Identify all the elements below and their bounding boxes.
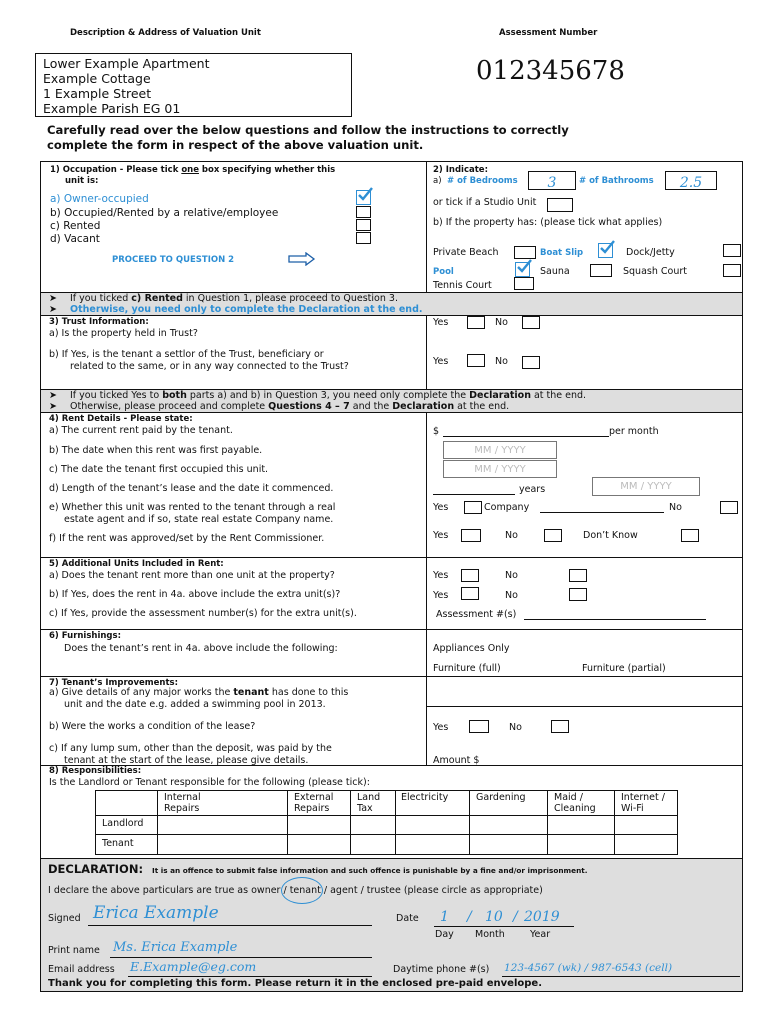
rule xyxy=(40,315,743,316)
email-value: E.Example@eg.com xyxy=(130,959,257,974)
bedrooms-label: # of Bedrooms xyxy=(447,176,518,186)
note2-bullet: ➤ xyxy=(49,390,57,401)
phone-label: Daytime phone #(s) xyxy=(393,964,490,975)
q5b-yes-checkbox[interactable] xyxy=(461,587,479,600)
q3b-yes-label: Yes xyxy=(433,356,449,367)
q7-question-a1: a) Give details of any major works the tenant has done to this xyxy=(49,687,349,698)
q2-a-prefix: a) xyxy=(433,176,442,186)
q4-title: 4) Rent Details - Please state: xyxy=(49,414,193,424)
instructions-line-1: Carefully read over the below questions and follow the instructions to correctly xyxy=(47,123,569,137)
amount-label: Amount $ xyxy=(433,755,480,766)
row-tenant: Tenant xyxy=(102,838,134,849)
address-box xyxy=(35,53,352,117)
q5a-no-label: No xyxy=(505,570,518,581)
q5a-yes-checkbox[interactable] xyxy=(461,569,479,582)
sauna-label: Sauna xyxy=(540,266,570,277)
q5a-yes-label: Yes xyxy=(433,570,449,581)
declaration-title: DECLARATION: xyxy=(48,862,144,876)
q1-title-cont: unit is: xyxy=(65,176,99,186)
commissioner-no-label: No xyxy=(505,530,518,541)
q7b-no-checkbox[interactable] xyxy=(551,720,569,733)
rule xyxy=(95,834,678,835)
q4-question-d: d) Length of the tenant’s lease and the date it commenced. xyxy=(49,483,334,494)
checkbox-vacant[interactable] xyxy=(356,232,371,244)
address-line-4: Example Parish EG 01 xyxy=(43,101,181,116)
note1-line-b: Otherwise, you need only to complete the Declaration at the end. xyxy=(70,304,423,315)
rule xyxy=(40,676,743,677)
bathrooms-field[interactable] xyxy=(665,171,717,190)
checkbox-relative[interactable] xyxy=(356,206,371,218)
q4-question-e2: estate agent and if so, state real estate Company name. xyxy=(64,514,334,525)
email-field[interactable] xyxy=(128,976,372,977)
q1-option-vacant: d) Vacant xyxy=(50,233,100,245)
proceed-to-q2: PROCEED TO QUESTION 2 xyxy=(112,255,235,265)
q7b-yes-label: Yes xyxy=(433,722,449,733)
q5-title: 5) Additional Units Included in Rent: xyxy=(49,559,224,569)
divider xyxy=(614,790,615,855)
q3-question-b1: b) If Yes, is the tenant a settlor of the Trust, beneficiary or xyxy=(49,349,324,360)
q1-option-rented: c) Rented xyxy=(50,220,101,232)
q7b-no-label: No xyxy=(509,722,522,733)
note1-bullet: ➤ xyxy=(49,304,57,315)
date-slash-2: / xyxy=(513,909,518,925)
col-external-repairs-2: Repairs xyxy=(294,803,330,814)
signature-field[interactable] xyxy=(88,925,372,926)
col-maid-cleaning-1: Maid / xyxy=(554,792,583,803)
boat-slip-checkbox[interactable] xyxy=(598,243,613,258)
boat-slip-label: Boat Slip xyxy=(540,248,584,258)
address-line-3: 1 Example Street xyxy=(43,86,152,101)
bathrooms-field: 2.5 xyxy=(679,175,703,191)
owner-circle xyxy=(281,877,323,904)
note2-line-a: If you ticked Yes to both parts a) and b) in Question 3, you need only complete the Declaration at the end. xyxy=(70,390,587,401)
pool-checkbox[interactable] xyxy=(515,262,530,277)
occupied-date-field[interactable]: MM / YYYY xyxy=(443,460,557,478)
per-month-label: per month xyxy=(609,426,659,437)
commissioner-yes-checkbox[interactable] xyxy=(461,529,481,542)
assessment-numbers-label: Assessment #(s) xyxy=(436,609,517,620)
note2-bullet: ➤ xyxy=(49,401,57,412)
dont-know-checkbox[interactable] xyxy=(681,529,699,542)
rule xyxy=(40,858,743,859)
q5b-no-checkbox[interactable] xyxy=(569,588,587,601)
col-external-repairs-1: External xyxy=(294,792,334,803)
rent-dollar-sign: $ xyxy=(433,426,440,437)
phone-field[interactable] xyxy=(502,976,740,977)
col-gardening: Gardening xyxy=(476,792,526,803)
year-label: Year xyxy=(530,929,551,940)
tennis-court-checkbox[interactable] xyxy=(514,277,534,290)
col-internal-repairs-1: Internal xyxy=(164,792,201,803)
check-mark-icon xyxy=(356,185,374,203)
q8-subtitle: Is the Landlord or Tenant responsible for the following (please tick): xyxy=(49,777,370,788)
q6-title: 6) Furnishings: xyxy=(49,631,121,641)
pool-label: Pool xyxy=(433,267,454,277)
assessment-number: 012345678 xyxy=(476,56,625,86)
squash-court-checkbox[interactable] xyxy=(723,264,741,277)
divider xyxy=(426,161,427,292)
lease-commenced-date-field[interactable]: MM / YYYY xyxy=(592,477,700,496)
q3-question-b2: related to the same, or in any way connected to the Trust? xyxy=(70,361,349,372)
q5-question-a: a) Does the tenant rent more than one unit at the property? xyxy=(49,570,335,581)
q1-option-owner: a) Owner-occupied xyxy=(50,193,149,205)
sauna-checkbox[interactable] xyxy=(590,264,612,277)
q5a-no-checkbox[interactable] xyxy=(569,569,587,582)
address-line-2: Example Cottage xyxy=(43,71,151,86)
studio-checkbox[interactable] xyxy=(547,198,573,212)
signed-label: Signed xyxy=(48,913,81,924)
amount-field[interactable] xyxy=(490,765,670,766)
rule xyxy=(40,629,743,630)
agent-no-label: No xyxy=(669,502,682,513)
print-name-label: Print name xyxy=(48,945,100,956)
q7-question-c2: tenant at the start of the lease, please give details. xyxy=(64,755,309,766)
q4-question-e1: e) Whether this unit was rented to the tenant through a real xyxy=(49,502,336,513)
checkbox-owner-occupied[interactable] xyxy=(356,190,371,205)
q2-title: 2) Indicate: xyxy=(433,165,488,175)
divider xyxy=(350,790,351,855)
date-label: Date xyxy=(396,913,419,924)
col-land-tax-2: Tax xyxy=(357,803,373,814)
assessment-numbers-field[interactable] xyxy=(524,619,706,620)
furniture-full-label: Furniture (full) xyxy=(433,663,501,674)
q4-question-c: c) The date the tenant first occupied this unit. xyxy=(49,464,269,475)
rule xyxy=(426,706,743,707)
bathrooms-label: # of Bathrooms xyxy=(579,176,654,186)
checkbox-rented[interactable] xyxy=(356,219,371,231)
q2-b-label: b) If the property has: (please tick what applies) xyxy=(433,217,663,228)
instructions-line-2: complete the form in respect of the above valuation unit. xyxy=(47,138,424,152)
q5-question-b: b) If Yes, does the rent in 4a. above include the extra unit(s)? xyxy=(49,589,341,600)
q4-question-f: f) If the rent was approved/set by the Rent Commissioner. xyxy=(49,533,325,544)
print-name-field[interactable] xyxy=(110,957,372,958)
q4-question-b: b) The date when this rent was first payable. xyxy=(49,445,263,456)
q5-question-c: c) If Yes, provide the assessment number(s) for the extra unit(s). xyxy=(49,608,357,619)
q5b-yes-label: Yes xyxy=(433,590,449,601)
q7-question-a2: unit and the date e.g. added a swimming pool in 2013. xyxy=(64,699,326,710)
description-label: Description & Address of Valuation Unit xyxy=(70,28,261,38)
rent-amount-field[interactable] xyxy=(443,436,609,437)
q8-title: 8) Responsibilities: xyxy=(49,766,142,776)
q3-question-a: a) Is the property held in Trust? xyxy=(49,328,198,339)
furniture-partial-label: Furniture (partial) xyxy=(582,663,666,674)
thank-you-note: Thank you for completing this form. Please return it in the enclosed pre-paid envelope. xyxy=(48,978,542,989)
check-mark-icon xyxy=(598,238,616,256)
commissioner-yes-label: Yes xyxy=(433,530,449,541)
q7-question-b: b) Were the works a condition of the lease? xyxy=(49,721,256,732)
date-day: 1 xyxy=(440,909,449,925)
q3b-yes-checkbox[interactable] xyxy=(467,354,485,367)
month-label: Month xyxy=(475,929,505,940)
phone-value: 123-4567 (wk) / 987-6543 (cell) xyxy=(504,962,673,974)
divider xyxy=(395,790,396,855)
q7-question-c1: c) If any lump sum, other than the deposit, was paid by the xyxy=(49,743,332,754)
q7-title: 7) Tenant’s Improvements: xyxy=(49,678,178,688)
q3a-yes-checkbox[interactable] xyxy=(467,316,485,329)
date-year: 2019 xyxy=(524,909,560,925)
dock-jetty-checkbox[interactable] xyxy=(723,244,741,257)
q1-title: 1) Occupation - Please tick one box specifying whether this xyxy=(50,165,336,175)
divider xyxy=(547,790,548,855)
q3a-no-checkbox[interactable] xyxy=(522,316,540,329)
q3a-no-label: No xyxy=(495,317,508,328)
q3a-yes-label: Yes xyxy=(433,317,449,328)
row-landlord: Landlord xyxy=(102,818,144,829)
date-slash-1: / xyxy=(467,909,472,925)
agent-no-checkbox[interactable] xyxy=(720,501,738,514)
rule xyxy=(40,412,743,413)
check-mark-icon xyxy=(515,257,533,275)
q3b-no-label: No xyxy=(495,356,508,367)
declare-statement: I declare the above particulars are true as owner / tenant / agent / trustee (please circle as appropriate) xyxy=(48,885,543,896)
col-internal-repairs-2: Repairs xyxy=(164,803,200,814)
bedrooms-field[interactable] xyxy=(528,171,576,190)
divider xyxy=(157,790,158,855)
divider xyxy=(426,315,427,389)
q3b-no-checkbox[interactable] xyxy=(522,356,540,369)
divider xyxy=(426,412,427,765)
print-name-value: Ms. Erica Example xyxy=(113,940,238,955)
company-name-field[interactable] xyxy=(540,512,664,513)
divider xyxy=(469,790,470,855)
years-label: years xyxy=(519,484,546,495)
assessment-number-label: Assessment Number xyxy=(499,28,598,38)
rent-payable-date-field[interactable]: MM / YYYY xyxy=(443,441,557,459)
dock-jetty-label: Dock/Jetty xyxy=(626,247,675,258)
declaration-warning: It is an offence to submit false information and such offence is punishable by a fine and/or imprisonment. xyxy=(152,866,588,875)
note1-bullet: ➤ xyxy=(49,293,57,304)
rule xyxy=(40,557,743,558)
squash-court-label: Squash Court xyxy=(623,266,687,277)
studio-label: or tick if a Studio Unit xyxy=(433,197,537,208)
private-beach-label: Private Beach xyxy=(433,247,499,258)
col-internet-2: Wi-Fi xyxy=(621,803,644,814)
signature-value: Erica Example xyxy=(93,903,219,923)
rule xyxy=(95,815,678,816)
appliances-only-label: Appliances Only xyxy=(433,643,510,654)
q4-question-a: a) The current rent paid by the tenant. xyxy=(49,425,233,436)
date-field[interactable] xyxy=(434,926,574,927)
lease-years-field[interactable] xyxy=(433,494,515,495)
agent-yes-label: Yes xyxy=(433,502,449,513)
agent-yes-checkbox[interactable] xyxy=(464,501,482,514)
col-electricity: Electricity xyxy=(401,792,449,803)
address-line-1: Lower Example Apartment xyxy=(43,56,210,71)
q3-title: 3) Trust Information: xyxy=(49,317,149,327)
bedrooms-field: 3 xyxy=(547,175,557,191)
col-land-tax-1: Land xyxy=(357,792,381,803)
company-label: Company xyxy=(484,502,530,513)
commissioner-no-checkbox[interactable] xyxy=(544,529,562,542)
tennis-court-label: Tennis Court xyxy=(433,280,492,291)
note2-line-b: Otherwise, please proceed and complete Questions 4 – 7 and the Declaration at the end. xyxy=(70,401,510,412)
q6-question: Does the tenant’s rent in 4a. above include the following: xyxy=(64,643,338,654)
col-internet-1: Internet / xyxy=(621,792,665,803)
dont-know-label: Don’t Know xyxy=(583,530,638,541)
note1-line-a: If you ticked c) Rented in Question 1, please proceed to Question 3. xyxy=(70,293,398,304)
date-month: 10 xyxy=(485,909,503,925)
right-arrow-icon xyxy=(288,252,316,266)
q5b-no-label: No xyxy=(505,590,518,601)
divider xyxy=(287,790,288,855)
col-maid-cleaning-2: Cleaning xyxy=(554,803,596,814)
q7b-yes-checkbox[interactable] xyxy=(469,720,489,733)
day-label: Day xyxy=(435,929,454,940)
q1-option-relative: b) Occupied/Rented by a relative/employee xyxy=(50,207,279,219)
email-label: Email address xyxy=(48,964,115,975)
